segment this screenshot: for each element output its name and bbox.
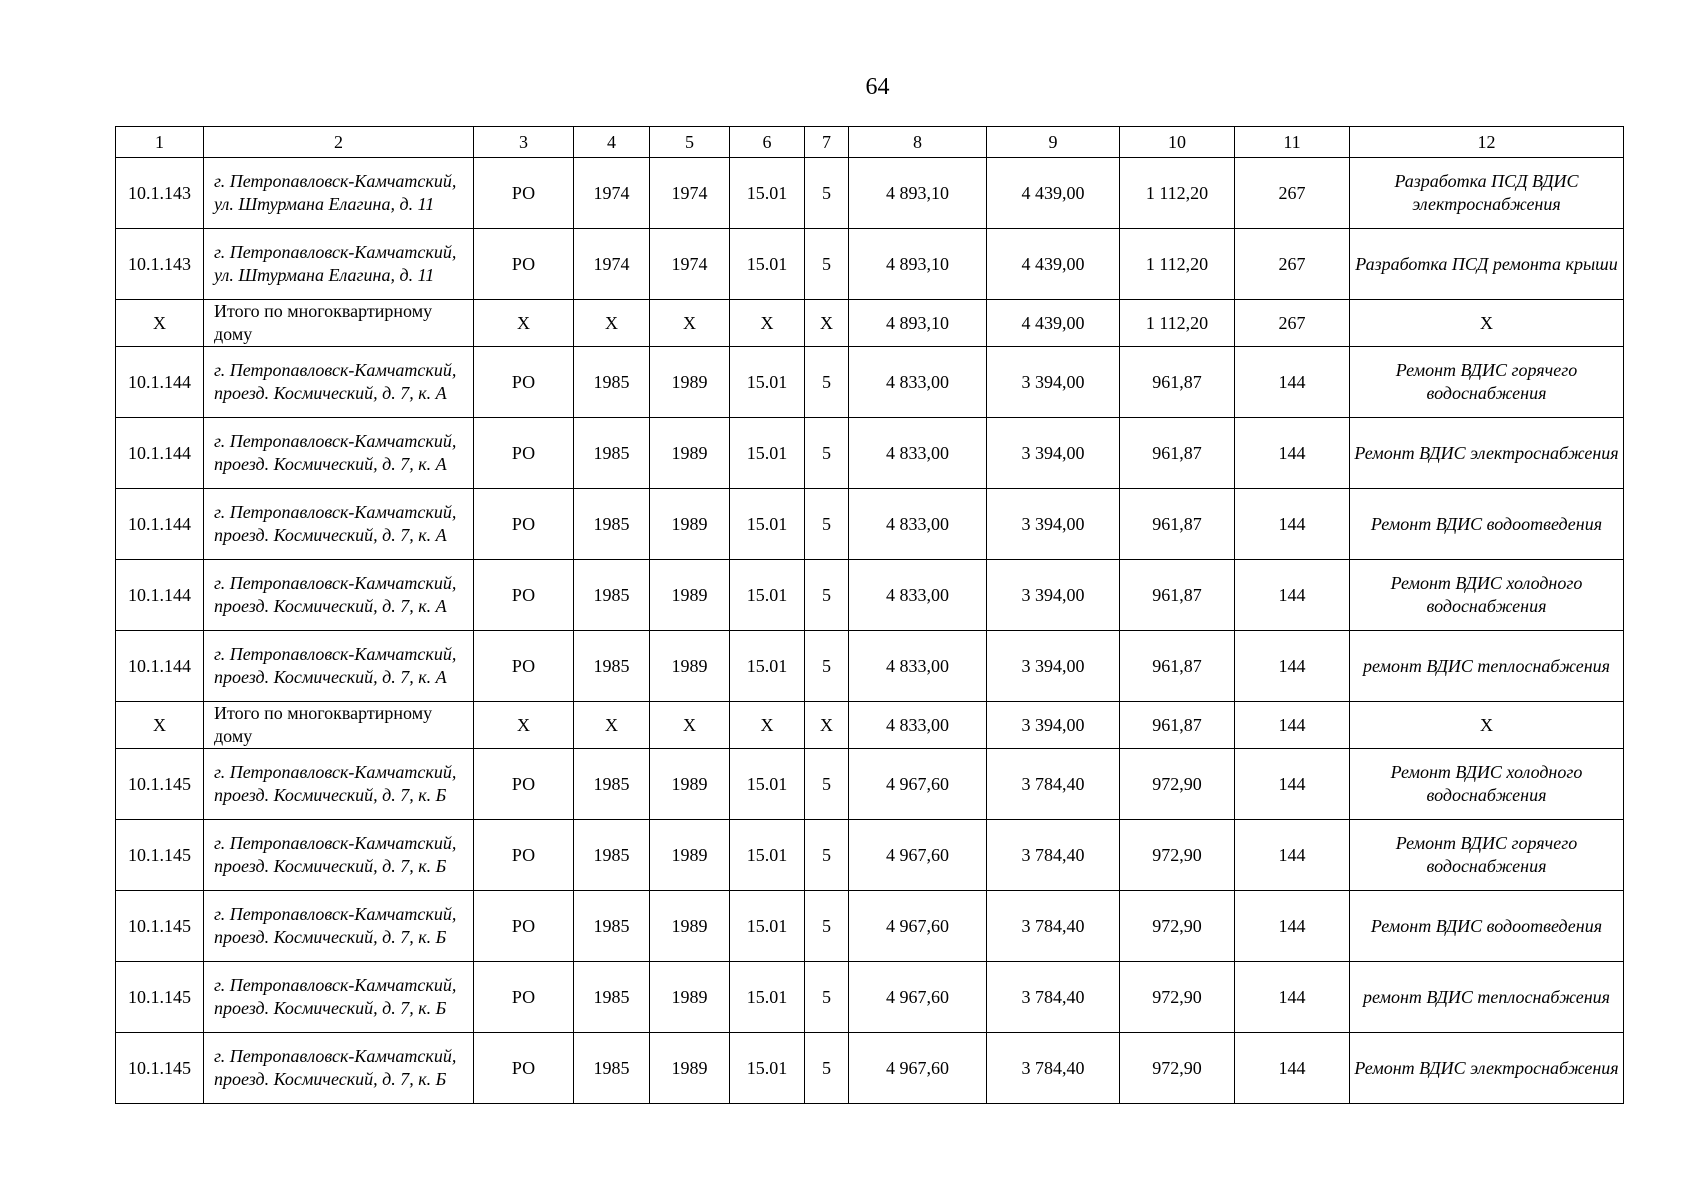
type-cell: РО: [474, 962, 574, 1033]
address-cell: г. Петропавловск-Камчатский, проезд. Космический, д. 7, к. А: [204, 347, 474, 418]
material-code-cell: Х: [730, 300, 805, 347]
type-cell: РО: [474, 631, 574, 702]
type-cell: Х: [474, 702, 574, 749]
work-type-cell: Ремонт ВДИС электроснабжения: [1350, 1033, 1624, 1104]
living-area-cell: 3 394,00: [987, 489, 1120, 560]
year-built-cell: 1985: [574, 820, 650, 891]
row-number-cell: 10.1.145: [116, 749, 204, 820]
table-row: [116, 891, 1624, 962]
material-code-cell: 15.01: [730, 560, 805, 631]
type-cell: РО: [474, 560, 574, 631]
row-number-cell: 10.1.143: [116, 229, 204, 300]
residents-cell: 144: [1235, 347, 1350, 418]
table-header-row: [116, 127, 1624, 158]
year-built-cell: 1985: [574, 962, 650, 1033]
type-cell: РО: [474, 749, 574, 820]
floors-cell: 5: [805, 489, 849, 560]
living-area-cell: 4 439,00: [987, 300, 1120, 347]
work-type-cell: Х: [1350, 702, 1624, 749]
row-number-cell: 10.1.144: [116, 631, 204, 702]
column-header: 2: [204, 127, 474, 158]
residents-cell: 144: [1235, 1033, 1350, 1104]
year-built-cell: 1985: [574, 1033, 650, 1104]
living-area-cell: 3 394,00: [987, 702, 1120, 749]
type-cell: РО: [474, 347, 574, 418]
table-row: [116, 347, 1624, 418]
year-built-cell: Х: [574, 300, 650, 347]
residents-cell: 144: [1235, 891, 1350, 962]
year-built-cell: 1985: [574, 891, 650, 962]
material-code-cell: 15.01: [730, 891, 805, 962]
floors-cell: 5: [805, 749, 849, 820]
floors-cell: 5: [805, 820, 849, 891]
year-commissioned-cell: 1989: [650, 631, 730, 702]
living-area-cell: 3 394,00: [987, 347, 1120, 418]
residents-cell: 144: [1235, 489, 1350, 560]
year-built-cell: 1985: [574, 418, 650, 489]
address-cell: г. Петропавловск-Камчатский, проезд. Космический, д. 7, к. Б: [204, 962, 474, 1033]
year-commissioned-cell: 1989: [650, 820, 730, 891]
year-built-cell: 1985: [574, 347, 650, 418]
year-commissioned-cell: Х: [650, 300, 730, 347]
work-type-cell: Ремонт ВДИС холодного водоснабжения: [1350, 749, 1624, 820]
floors-cell: 5: [805, 962, 849, 1033]
total-area-cell: 4 833,00: [849, 489, 987, 560]
residents-cell: 267: [1235, 300, 1350, 347]
column-header: 11: [1235, 127, 1350, 158]
nonliving-area-cell: 1 112,20: [1120, 229, 1235, 300]
column-header: 10: [1120, 127, 1235, 158]
living-area-cell: 3 784,40: [987, 820, 1120, 891]
table-row: [116, 560, 1624, 631]
row-number-cell: 10.1.144: [116, 489, 204, 560]
nonliving-area-cell: 961,87: [1120, 347, 1235, 418]
column-header: 6: [730, 127, 805, 158]
floors-cell: 5: [805, 631, 849, 702]
living-area-cell: 3 394,00: [987, 631, 1120, 702]
residents-cell: 144: [1235, 749, 1350, 820]
material-code-cell: 15.01: [730, 158, 805, 229]
type-cell: РО: [474, 489, 574, 560]
total-area-cell: 4 967,60: [849, 749, 987, 820]
living-area-cell: 3 784,40: [987, 891, 1120, 962]
material-code-cell: 15.01: [730, 820, 805, 891]
work-type-cell: ремонт ВДИС теплоснабжения: [1350, 962, 1624, 1033]
type-cell: Х: [474, 300, 574, 347]
material-code-cell: 15.01: [730, 749, 805, 820]
residents-cell: 144: [1235, 418, 1350, 489]
total-area-cell: 4 967,60: [849, 1033, 987, 1104]
total-area-cell: 4 833,00: [849, 418, 987, 489]
material-code-cell: 15.01: [730, 229, 805, 300]
column-header: 8: [849, 127, 987, 158]
address-cell: Итого по многоквартирному дому: [204, 300, 474, 347]
work-type-cell: Ремонт ВДИС электроснабжения: [1350, 418, 1624, 489]
nonliving-area-cell: 972,90: [1120, 891, 1235, 962]
year-commissioned-cell: 1989: [650, 560, 730, 631]
year-commissioned-cell: 1989: [650, 418, 730, 489]
living-area-cell: 3 784,40: [987, 1033, 1120, 1104]
year-built-cell: 1985: [574, 749, 650, 820]
address-cell: г. Петропавловск-Камчатский, проезд. Космический, д. 7, к. Б: [204, 891, 474, 962]
table-row: [116, 158, 1624, 229]
floors-cell: 5: [805, 158, 849, 229]
year-commissioned-cell: 1974: [650, 158, 730, 229]
table-row: [116, 489, 1624, 560]
address-cell: г. Петропавловск-Камчатский, проезд. Космический, д. 7, к. А: [204, 631, 474, 702]
residents-cell: 144: [1235, 702, 1350, 749]
nonliving-area-cell: 972,90: [1120, 749, 1235, 820]
material-code-cell: 15.01: [730, 489, 805, 560]
work-type-cell: Разработка ПСД ВДИС электроснабжения: [1350, 158, 1624, 229]
nonliving-area-cell: 1 112,20: [1120, 300, 1235, 347]
column-header: 3: [474, 127, 574, 158]
floors-cell: 5: [805, 891, 849, 962]
year-built-cell: 1985: [574, 489, 650, 560]
work-type-cell: ремонт ВДИС теплоснабжения: [1350, 631, 1624, 702]
living-area-cell: 4 439,00: [987, 158, 1120, 229]
nonliving-area-cell: 1 112,20: [1120, 158, 1235, 229]
row-number-cell: 10.1.145: [116, 891, 204, 962]
total-area-cell: 4 893,10: [849, 158, 987, 229]
work-type-cell: Ремонт ВДИС водоотведения: [1350, 891, 1624, 962]
total-area-cell: 4 893,10: [849, 229, 987, 300]
nonliving-area-cell: 961,87: [1120, 418, 1235, 489]
address-cell: г. Петропавловск-Камчатский, проезд. Космический, д. 7, к. А: [204, 560, 474, 631]
total-area-cell: 4 833,00: [849, 560, 987, 631]
residents-cell: 144: [1235, 962, 1350, 1033]
year-commissioned-cell: 1989: [650, 1033, 730, 1104]
living-area-cell: 3 394,00: [987, 560, 1120, 631]
work-type-cell: Ремонт ВДИС горячего водоснабжения: [1350, 347, 1624, 418]
year-commissioned-cell: 1989: [650, 891, 730, 962]
floors-cell: 5: [805, 418, 849, 489]
column-header: 9: [987, 127, 1120, 158]
type-cell: РО: [474, 418, 574, 489]
address-cell: г. Петропавловск-Камчатский, проезд. Космический, д. 7, к. Б: [204, 1033, 474, 1104]
year-commissioned-cell: 1989: [650, 347, 730, 418]
floors-cell: Х: [805, 702, 849, 749]
year-commissioned-cell: 1974: [650, 229, 730, 300]
work-type-cell: Ремонт ВДИС холодного водоснабжения: [1350, 560, 1624, 631]
living-area-cell: 3 784,40: [987, 962, 1120, 1033]
residents-cell: 144: [1235, 820, 1350, 891]
work-type-cell: Разработка ПСД ремонта крыши: [1350, 229, 1624, 300]
material-code-cell: 15.01: [730, 962, 805, 1033]
table-row: [116, 1033, 1624, 1104]
row-number-cell: 10.1.145: [116, 820, 204, 891]
floors-cell: Х: [805, 300, 849, 347]
nonliving-area-cell: 972,90: [1120, 820, 1235, 891]
total-area-cell: 4 967,60: [849, 962, 987, 1033]
address-cell: г. Петропавловск-Камчатский, проезд. Космический, д. 7, к. А: [204, 418, 474, 489]
row-number-cell: 10.1.145: [116, 1033, 204, 1104]
row-number-cell: Х: [116, 702, 204, 749]
type-cell: РО: [474, 1033, 574, 1104]
table-row: [116, 749, 1624, 820]
total-area-cell: 4 833,00: [849, 631, 987, 702]
material-code-cell: 15.01: [730, 418, 805, 489]
floors-cell: 5: [805, 347, 849, 418]
address-cell: г. Петропавловск-Камчатский, проезд. Космический, д. 7, к. Б: [204, 820, 474, 891]
nonliving-area-cell: 972,90: [1120, 1033, 1235, 1104]
floors-cell: 5: [805, 229, 849, 300]
type-cell: РО: [474, 891, 574, 962]
column-header: 4: [574, 127, 650, 158]
address-cell: г. Петропавловск-Камчатский, проезд. Космический, д. 7, к. Б: [204, 749, 474, 820]
type-cell: РО: [474, 820, 574, 891]
address-cell: г. Петропавловск-Камчатский, ул. Штурмана Елагина, д. 11: [204, 229, 474, 300]
total-row: [116, 300, 1624, 347]
year-commissioned-cell: Х: [650, 702, 730, 749]
living-area-cell: 3 394,00: [987, 418, 1120, 489]
material-code-cell: 15.01: [730, 1033, 805, 1104]
page-number: 64: [865, 74, 890, 100]
row-number-cell: 10.1.144: [116, 347, 204, 418]
address-cell: г. Петропавловск-Камчатский, ул. Штурмана Елагина, д. 11: [204, 158, 474, 229]
material-code-cell: 15.01: [730, 631, 805, 702]
total-area-cell: 4 833,00: [849, 702, 987, 749]
material-code-cell: 15.01: [730, 347, 805, 418]
data-table: [115, 126, 1624, 1104]
column-header: 5: [650, 127, 730, 158]
type-cell: РО: [474, 158, 574, 229]
material-code-cell: Х: [730, 702, 805, 749]
row-number-cell: 10.1.145: [116, 962, 204, 1033]
year-commissioned-cell: 1989: [650, 749, 730, 820]
nonliving-area-cell: 961,87: [1120, 631, 1235, 702]
table-row: [116, 631, 1624, 702]
row-number-cell: 10.1.143: [116, 158, 204, 229]
total-area-cell: 4 967,60: [849, 820, 987, 891]
total-area-cell: 4 833,00: [849, 347, 987, 418]
year-built-cell: 1974: [574, 229, 650, 300]
year-built-cell: 1985: [574, 560, 650, 631]
year-commissioned-cell: 1989: [650, 962, 730, 1033]
work-type-cell: Х: [1350, 300, 1624, 347]
column-header: 1: [116, 127, 204, 158]
row-number-cell: Х: [116, 300, 204, 347]
total-row: [116, 702, 1624, 749]
nonliving-area-cell: 961,87: [1120, 489, 1235, 560]
table-row: [116, 229, 1624, 300]
total-area-cell: 4 967,60: [849, 891, 987, 962]
address-cell: Итого по многоквартирному дому: [204, 702, 474, 749]
living-area-cell: 4 439,00: [987, 229, 1120, 300]
year-built-cell: 1985: [574, 631, 650, 702]
nonliving-area-cell: 972,90: [1120, 962, 1235, 1033]
residents-cell: 144: [1235, 560, 1350, 631]
type-cell: РО: [474, 229, 574, 300]
residents-cell: 267: [1235, 158, 1350, 229]
residents-cell: 267: [1235, 229, 1350, 300]
residents-cell: 144: [1235, 631, 1350, 702]
row-number-cell: 10.1.144: [116, 560, 204, 631]
work-type-cell: Ремонт ВДИС горячего водоснабжения: [1350, 820, 1624, 891]
nonliving-area-cell: 961,87: [1120, 702, 1235, 749]
year-built-cell: 1974: [574, 158, 650, 229]
nonliving-area-cell: 961,87: [1120, 560, 1235, 631]
year-commissioned-cell: 1989: [650, 489, 730, 560]
living-area-cell: 3 784,40: [987, 749, 1120, 820]
floors-cell: 5: [805, 560, 849, 631]
total-area-cell: 4 893,10: [849, 300, 987, 347]
address-cell: г. Петропавловск-Камчатский, проезд. Космический, д. 7, к. А: [204, 489, 474, 560]
work-type-cell: Ремонт ВДИС водоотведения: [1350, 489, 1624, 560]
row-number-cell: 10.1.144: [116, 418, 204, 489]
column-header: 7: [805, 127, 849, 158]
table-row: [116, 418, 1624, 489]
floors-cell: 5: [805, 1033, 849, 1104]
table-row: [116, 962, 1624, 1033]
column-header: 12: [1350, 127, 1624, 158]
year-built-cell: Х: [574, 702, 650, 749]
table-row: [116, 820, 1624, 891]
